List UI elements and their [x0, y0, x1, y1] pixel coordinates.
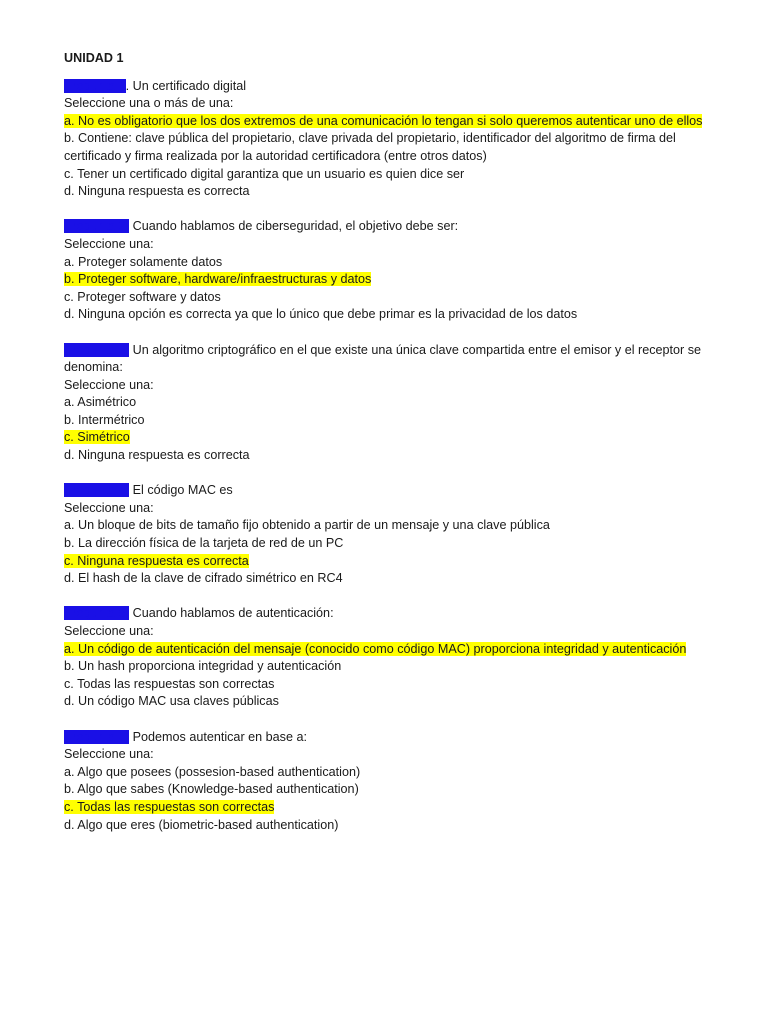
answer-option — [64, 781, 704, 799]
question-line — [64, 78, 704, 96]
answer-option-text: d. Ninguna opción es correcta ya que lo único que debe primar es la privacidad de los datos — [64, 307, 578, 322]
answer-option-text: c. Todas las respuestas son correctas — [64, 799, 275, 814]
question-list — [64, 78, 704, 835]
question-label: Pregunta 3. — [64, 342, 130, 357]
answer-option-text: a. Asimétrico — [64, 395, 137, 410]
question-label: Pregunta 6. — [64, 729, 130, 744]
correct-answer-option — [64, 641, 704, 659]
question-label: Pregunta 4. — [64, 483, 130, 498]
question-line — [64, 482, 704, 500]
answer-option — [64, 306, 704, 324]
answer-option-text: d. Ninguna respuesta es correcta — [64, 184, 250, 199]
question-label: Pregunta 5. — [64, 606, 130, 621]
answer-option-text: b. Contiene: clave pública del propietario, clave privada del propietario, identificador del algoritmo de firma del certificado y firma realizada por la autoridad certificadora (entre otros datos) — [64, 131, 676, 163]
question-text: Cuando hablamos de ciberseguridad, el objetivo debe ser: — [132, 219, 459, 234]
answer-option-text: d. Algo que eres (biometric-based authentication) — [64, 817, 339, 832]
question-text: Un algoritmo criptográfico en el que existe una única clave compartida entre el emisor y el receptor se denomina: — [64, 342, 702, 375]
question-block — [64, 482, 704, 588]
answer-option — [64, 394, 704, 412]
question-block — [64, 605, 704, 711]
answer-option-text: c. Tener un certificado digital garantiza que un usuario es quien dice ser — [64, 166, 465, 181]
question-block — [64, 342, 704, 465]
answer-option-text: a. Algo que posees (possesion-based authentication) — [64, 764, 361, 779]
answer-option — [64, 658, 704, 676]
question-line — [64, 605, 704, 623]
correct-answer-option — [64, 429, 704, 447]
question-instruction: Seleccione una: — [64, 236, 154, 251]
answer-option-text: b. Intermétrico — [64, 412, 145, 427]
question-instruction: Seleccione una: — [64, 500, 154, 515]
answer-option-text: d. Un código MAC usa claves públicas — [64, 694, 279, 709]
answer-option — [64, 817, 704, 835]
question-line — [64, 218, 704, 236]
answer-option-text: b. Algo que sabes (Knowledge-based authentication) — [64, 782, 359, 797]
answer-option — [64, 693, 704, 711]
question-separator: . — [125, 78, 133, 93]
question-block — [64, 78, 704, 201]
answer-option-text: a. No es obligatorio que los dos extremos de una comunicación lo tengan si solo queremos autenticar uno de ellos — [64, 113, 703, 128]
question-label: Pregunta 2. — [64, 219, 130, 234]
correct-answer-option — [64, 553, 704, 571]
answer-option — [64, 535, 704, 553]
answer-option-text: d. El hash de la clave de cifrado simétrico en RC4 — [64, 571, 343, 586]
answer-option — [64, 289, 704, 307]
question-instruction: Seleccione una: — [64, 624, 154, 638]
question-block — [64, 218, 704, 324]
question-line — [64, 729, 704, 747]
question-instruction: Seleccione una: — [64, 747, 154, 762]
answer-option — [64, 254, 704, 272]
question-instruction: Seleccione una o más de una: — [64, 96, 234, 111]
question-text: El código MAC es — [132, 483, 233, 498]
answer-option — [64, 183, 704, 201]
answer-option — [64, 517, 704, 535]
answer-option-text: d. Ninguna respuesta es correcta — [64, 448, 250, 463]
answer-option — [64, 764, 704, 782]
answer-option — [64, 447, 704, 465]
question-text: Podemos autenticar en base a: — [132, 729, 307, 744]
correct-answer-option — [64, 113, 704, 131]
answer-option-text: b. La dirección física de la tarjeta de red de un PC — [64, 536, 344, 551]
answer-option-text: b. Un hash proporciona integridad y autenticación — [64, 659, 342, 674]
answer-option-text: b. Proteger software, hardware/infraestructuras y datos — [64, 272, 372, 287]
answer-option-text: c. Todas las respuestas son correctas — [64, 676, 275, 691]
answer-option-text: a. Un bloque de bits de tamaño fijo obtenido a partir de un mensaje y una clave pública — [64, 518, 550, 533]
answer-option — [64, 412, 704, 430]
answer-option-text: c. Proteger software y datos — [64, 289, 221, 304]
unit-title: UNIDAD 1 — [64, 51, 124, 65]
answer-option-text: a. Un código de autenticación del mensaje (conocido como código MAC) proporciona integridad y autenticación — [64, 641, 687, 656]
answer-option — [64, 570, 704, 588]
answer-option-text: c. Ninguna respuesta es correcta — [64, 553, 249, 568]
question-label: Pregunta 1 — [64, 78, 126, 93]
question-instruction: Seleccione una: — [64, 377, 154, 392]
answer-option-text: a. Proteger solamente datos — [64, 254, 223, 269]
correct-answer-option — [64, 271, 704, 289]
answer-option — [64, 676, 704, 694]
question-text: Un certificado digital — [132, 78, 247, 93]
document-page — [64, 50, 704, 852]
answer-option — [64, 166, 704, 184]
answer-option — [64, 130, 704, 165]
answer-option-text: c. Simétrico — [64, 430, 130, 445]
question-block — [64, 729, 704, 835]
question-text: Cuando hablamos de autenticación: — [132, 606, 334, 621]
correct-answer-option — [64, 799, 704, 817]
question-line — [64, 342, 704, 377]
